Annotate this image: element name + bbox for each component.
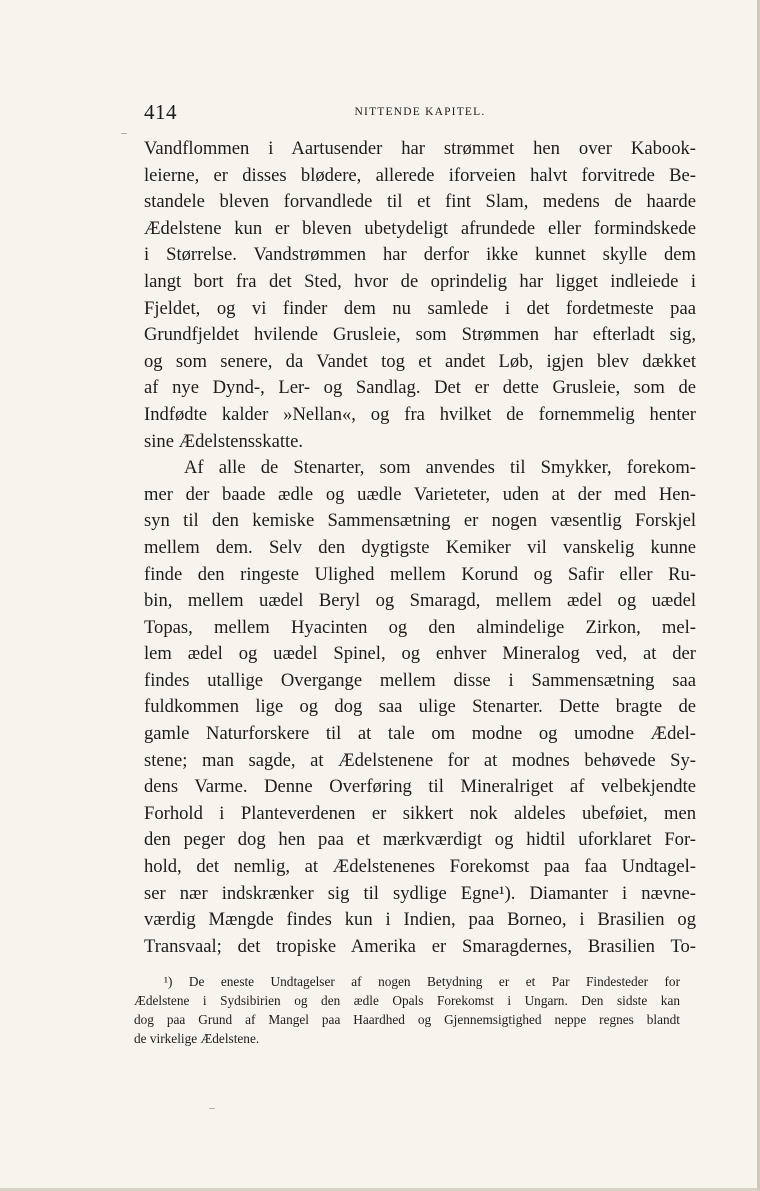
text-line: i Størrelse. Vandstrømmen har derfor ikke kunnet skylle dem <box>144 244 696 266</box>
text-line: Fjeldet, og vi finder dem nu samlede i det fordetmeste paa <box>144 297 696 319</box>
text-line: dens Varme. Denne Overføring til Mineralriget af velbekjendte <box>144 776 696 798</box>
text-line: hold, det nemlig, at Ædelstenenes Forekomst paa faa Undtagel- <box>144 856 696 878</box>
text-line: fuldkommen lige og dog saa ulige Stenarter. Dette bragte de <box>144 696 696 718</box>
text-line: Ædelstene kun er bleven ubetydeligt afrundede eller formindskede <box>144 217 696 239</box>
text-line: lem ædel og uædel Spinel, og enhver Mineralog ved, at der <box>144 643 696 665</box>
text-line: standele bleven forvandlede til et fint Slam, medens de haarde <box>144 191 696 213</box>
text-line: og som senere, da Vandet tog et andet Løb, igjen blev dækket <box>144 350 696 372</box>
paragraph-start-line: Af alle de Stenarter, som anvendes til Smykker, forekom- <box>184 457 696 479</box>
text-line: leierne, er disses blødere, allerede iforveien halvt forvitrede Be- <box>144 164 696 186</box>
text-line: findes utallige Overgange mellem disse i Sammensætning saa <box>144 669 696 691</box>
text-line: Indfødte kalder »Nellan«, og fra hvilket de fornemmelig henter <box>144 403 696 425</box>
text-line: Vandflommen i Aartusender har strømmet hen over Kabook- <box>144 138 696 159</box>
body-text <box>144 136 696 960</box>
running-head: NITTENDE KAPITEL. <box>354 106 486 118</box>
text-line: mer der baade ædle og uædle Varieteter, uden at der med Hen- <box>144 483 696 505</box>
footnote-line: Ædelstene i Sydsibirien og den ædle Opals Forekomst i Ungarn. Den sidste kan <box>134 993 680 1008</box>
text-line: finde den ringeste Ulighed mellem Korund og Safir eller Ru- <box>144 563 696 585</box>
footnote-line: ¹) De eneste Undtagelser af nogen Betydning er et Par Findesteder for <box>164 974 680 989</box>
margin-mark <box>209 1108 215 1109</box>
text-line: den peger dog hen paa et mærkværdigt og hidtil uforklaret For- <box>144 829 696 851</box>
text-line: syn til den kemiske Sammensætning er nogen væsentlig Forskjel <box>144 510 696 532</box>
text-line: værdig Mængde findes kun i Indien, paa Borneo, i Brasilien og <box>144 909 696 931</box>
text-line: Transvaal; det tropiske Amerika er Smaragdernes, Brasilien To- <box>144 935 696 957</box>
paragraph-end-line: sine Ædelstensskatte. <box>144 430 304 452</box>
footnote-line: dog paa Grund af Mangel paa Haardhed og Gjennemsigtighed neppe regnes blandt <box>134 1012 680 1027</box>
text-line: gamle Naturforskere til at tale om modne og umodne Ædel- <box>144 723 696 745</box>
margin-mark <box>121 133 127 134</box>
text-line: stene; man sagde, at Ædelstenene for at modnes behøvede Sy- <box>144 749 696 771</box>
footnote-line: de virkelige Ædelstene. <box>134 1031 260 1046</box>
text-line: langt bort fra det Sted, hvor de oprindelig har ligget indleiede i <box>144 270 696 292</box>
text-line: bin, mellem uædel Beryl og Smaragd, mellem ædel og uædel <box>144 590 696 612</box>
text-line: ser nær indskrænker sig til sydlige Egne¹). Diamanter i nævne- <box>144 882 696 904</box>
page-header <box>144 96 696 126</box>
text-line: Grundfjeldet hvilende Grusleie, som Strømmen har efterladt sig, <box>144 324 696 346</box>
text-line: Topas, mellem Hyacinten og den almindelige Zirkon, mel- <box>144 616 696 638</box>
text-line: Forhold i Planteverdenen er sikkert nok aldeles ubeføiet, men <box>144 802 696 824</box>
page-number: 414 <box>144 100 177 124</box>
text-line: mellem dem. Selv den dygtigste Kemiker vil vanskelig kunne <box>144 536 696 558</box>
footnote <box>134 972 680 1048</box>
text-line: af nye Dynd-, Ler- og Sandlag. Det er dette Grusleie, som de <box>144 377 696 399</box>
